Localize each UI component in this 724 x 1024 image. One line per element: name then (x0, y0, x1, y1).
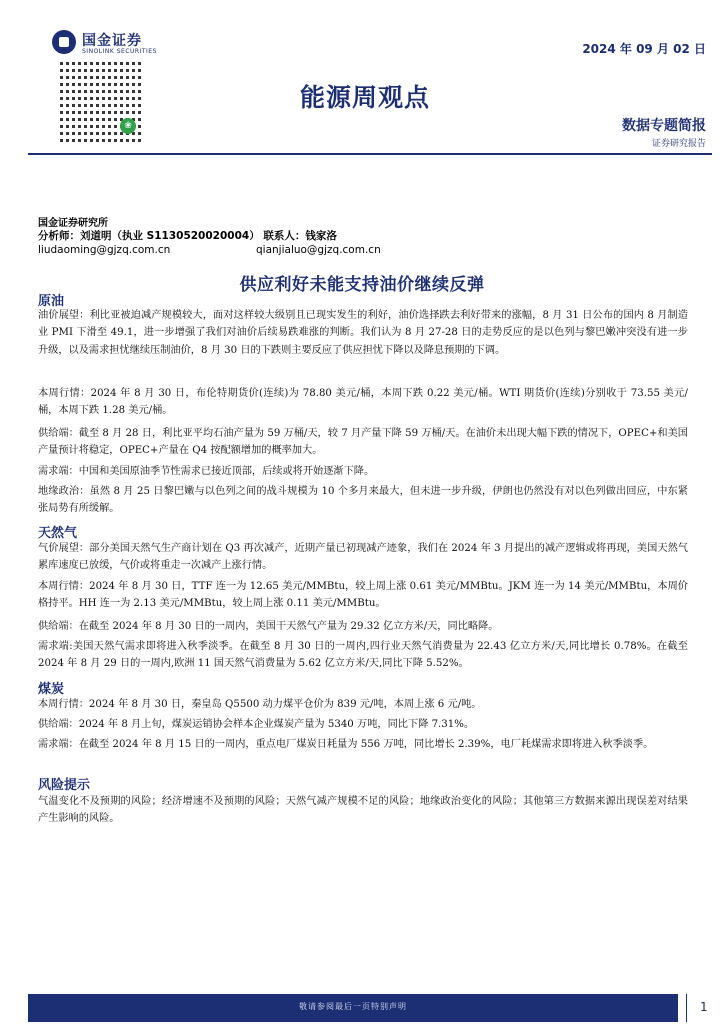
header-divider (28, 153, 712, 155)
section-title-natural-gas: 天然气 (38, 526, 78, 541)
paragraph: 本周行情：2024 年 8 月 30 日，TTF 连一为 12.65 美元/MMBtu，较上周上涨 0.61 美元/MMBtu。JKM 连一为 14 美元/MMBtu，本周价格持平。HH 连一为 2.13 美元/MMBtu，较上周上涨 0.11 美元/MMBtu。 (38, 581, 688, 610)
contact-email-link[interactable]: qianjialuo@gjzq.com.cn (256, 244, 381, 256)
logo-text-cn: 国金证券 (82, 33, 142, 49)
logo-text-en: SINOLINK SECURITIES (82, 48, 157, 55)
report-date: 2024 年 09 月 02 日 (582, 42, 706, 56)
logo-mark-icon (52, 30, 76, 54)
paragraph: 供给端：2024 年 8 月上旬，煤炭运销协会样本企业煤炭产量为 5340 万吨，同比下降 7.31%。 (38, 719, 475, 730)
paragraph: 需求端:美国天然气需求即将进入秋季淡季。在截至 8 月 30 日的一周内,四行业天然气消费量为 22.43 亿立方米/天,同比增长 0.78%。在截至 2024 年 8 月 29 日的一周内,欧洲 11 国天然气消费量为 5.62 亿立方米/天,同比下降 5.52%。 (38, 641, 688, 670)
wechat-badge-icon: ❀ (120, 118, 136, 134)
paragraph: 地缘政治：虽然 8 月 25 日黎巴嫩与以色列之间的战斗规模为 10 个多月来最大，但未进一步升级，伊朗也仍然没有对以色列做出回应，中东紧张局势有所缓解。 (38, 486, 688, 515)
section-title-crude-oil: 原油 (38, 294, 65, 309)
page-title: 能源周观点 (300, 83, 431, 112)
section-title-coal: 煤炭 (38, 682, 65, 697)
paragraph: 本周行情：2024 年 8 月 30 日，布伦特期货价(连续)为 78.80 美元/桶，本周下跌 0.22 美元/桶。WTI 期货价(连续)分别收于 73.55 美元/桶，本周下跌 1.28 美元/桶。 (38, 388, 688, 417)
paragraph: 供给端：截至 8 月 28 日，利比亚平均石油产量为 59 万桶/天，较 7 月产量下降 59 万桶/天。在油价未出现大幅下跌的情况下，OPEC+和美国产量预计将稳定，OPEC+产量在 Q4 按配额增加的概率加大。 (38, 428, 688, 457)
paragraph: 油价展望：利比亚被迫减产规模较大，面对这样较大级别且已现实发生的利好，油价选择跌去利好带来的涨幅，8 月 31 日公布的国内 8 月制造业 PMI 下滑至 49.1，进一步增强了我们对油价后续易跌难涨的判断。我们认为 8 月 27-28 日的走势反应的是以色列与黎巴嫩冲突没有进一步升级，以及需求担忧继续压制油价，8 月 30 日的下跌则主要反应了供应担忧下降以及降息预期的下调。 (38, 310, 688, 356)
section-title-risk: 风险提示 (38, 778, 91, 793)
analyst-email-link[interactable]: liudaoming@gjzq.com.cn (38, 244, 171, 256)
footer-divider (686, 994, 687, 1022)
footer-disclaimer: 敬请参阅最后一页特别声明 (299, 1002, 407, 1011)
institute-name: 国金证券研究所 (38, 218, 108, 229)
paragraph: 本周行情：2024 年 8 月 30 日，秦皇岛 Q5500 动力煤平仓价为 839 元/吨，本周上涨 6 元/吨。 (38, 699, 482, 710)
report-headline: 供应利好未能支持油价继续反弹 (239, 275, 485, 295)
paragraph: 供给端：在截至 2024 年 8 月 30 日的一周内，美国干天然气产量为 29.32 亿立方米/天，同比略降。 (38, 621, 499, 632)
company-logo (52, 30, 222, 60)
analyst-line: 分析师：刘道明（执业 S1130520020004） 联系人：钱家洛 (38, 230, 337, 242)
paragraph: 气温变化不及预期的风险；经济增速不及预期的风险；天然气减产规模不足的风险；地缘政治变化的风险；其他第三方数据来源出现误差对结果产生影响的风险。 (38, 796, 688, 825)
paragraph: 需求端：在截至 2024 年 8 月 15 日的一周内，重点电厂煤炭日耗量为 556 万吨，同比增长 2.39%，电厂耗煤需求即将进入秋季淡季。 (38, 739, 654, 750)
page-number: 1 (700, 1000, 708, 1014)
report-type: 证券研究报告 (651, 139, 706, 149)
paragraph: 气价展望：部分美国天然气生产商计划在 Q3 再次减产，近期产量已初现减产迹象，我们在 2024 年 3 月提出的减产逻辑或将再现，美国天然气累库速度已放缓，气价或将重走一次减产上涨行情。 (38, 543, 688, 572)
report-subtitle: 数据专题简报 (622, 118, 706, 134)
paragraph: 需求端：中国和美国原油季节性需求已接近顶部，后续或将开始逐渐下降。 (38, 466, 375, 477)
